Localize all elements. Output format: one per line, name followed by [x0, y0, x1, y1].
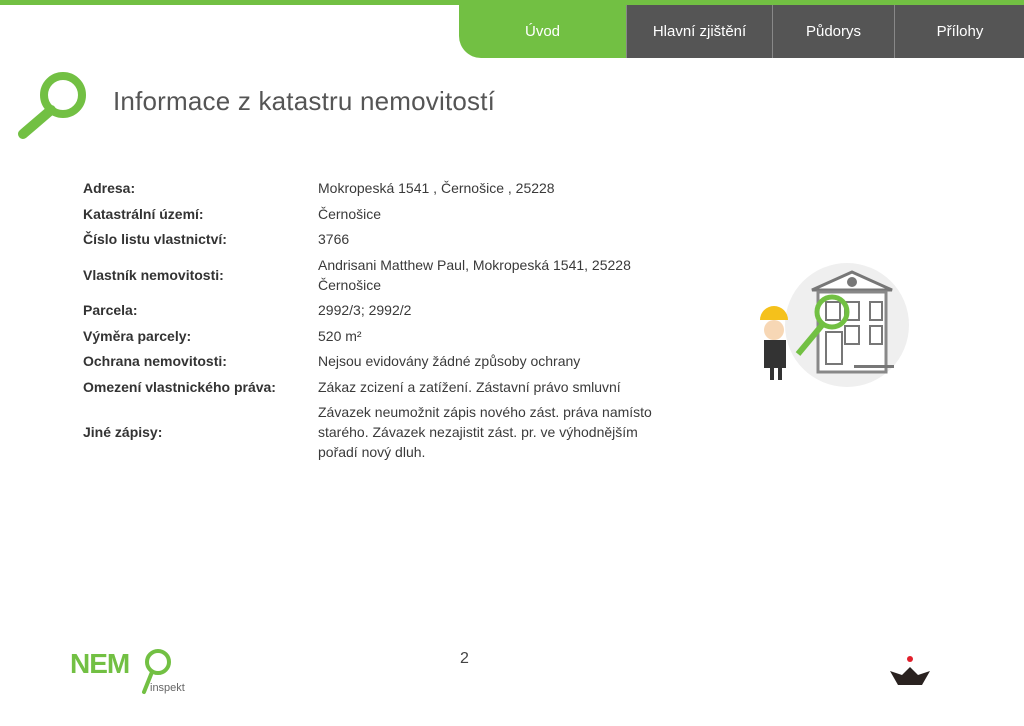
cadastre-info-table [83, 178, 703, 468]
row-label: Vlastník nemovitosti: [83, 266, 224, 283]
row-value: 3766 [318, 231, 350, 247]
row-value: Závazek neumožnit zápis nového zást. práva namísto starého. Závazek nezajistit zást. pr. ve výhodnějším pořadí nový dluh. [318, 404, 652, 460]
row-katastralni-uzemi [83, 204, 703, 224]
svg-text:inspekt: inspekt [150, 682, 185, 694]
tab-uvod[interactable]: Úvod [459, 5, 626, 58]
row-ochrana [83, 351, 703, 371]
row-value: 2992/3; 2992/2 [318, 302, 412, 318]
row-value: 520 m² [318, 327, 362, 344]
row-label: Adresa: [83, 180, 136, 196]
row-label: Ochrana nemovitosti: [83, 353, 227, 369]
svg-text:NEM: NEM [70, 648, 130, 679]
page-title: Informace z katastru nemovitostí [113, 86, 496, 116]
row-value: Zákaz zcizení a zatížení. Zástavní právo smluvní [318, 378, 621, 395]
tab-prilohy[interactable]: Přílohy [894, 5, 1024, 58]
partner-logo [886, 653, 936, 688]
row-label: Výměra parcely: [83, 327, 192, 344]
row-label: Katastrální území: [83, 205, 204, 222]
row-value: Černošice [318, 205, 382, 222]
inspector-house-illustration [752, 250, 912, 400]
row-jine-zapisy [83, 402, 703, 462]
row-vlastnik [83, 255, 703, 295]
magnifier-icon [14, 70, 89, 142]
row-label: Jiné zápisy: [83, 424, 163, 440]
nemo-inspekt-logo [70, 645, 200, 700]
page-number: 2 [460, 650, 469, 667]
tab-hlavni-zjisteni[interactable]: Hlavní zjištění [626, 5, 772, 58]
row-value: Nejsou evidovány žádné způsoby ochrany [318, 353, 581, 369]
row-adresa [83, 178, 703, 198]
row-label: Omezení vlastnického práva: [83, 378, 276, 395]
row-cislo-lv [83, 229, 703, 249]
row-omezeni [83, 377, 703, 397]
row-value: Mokropeská 1541 , Černošice , 25228 [318, 180, 555, 196]
row-parcela [83, 300, 703, 320]
row-label: Parcela: [83, 302, 138, 318]
row-value: Andrisani Matthew Paul, Mokropeská 1541, 25228 Černošice [318, 256, 631, 293]
row-label: Číslo listu vlastnictví: [83, 231, 227, 247]
nav-tabs [459, 5, 1024, 58]
tab-pudorys[interactable]: Půdorys [772, 5, 894, 58]
row-vymera [83, 326, 703, 346]
